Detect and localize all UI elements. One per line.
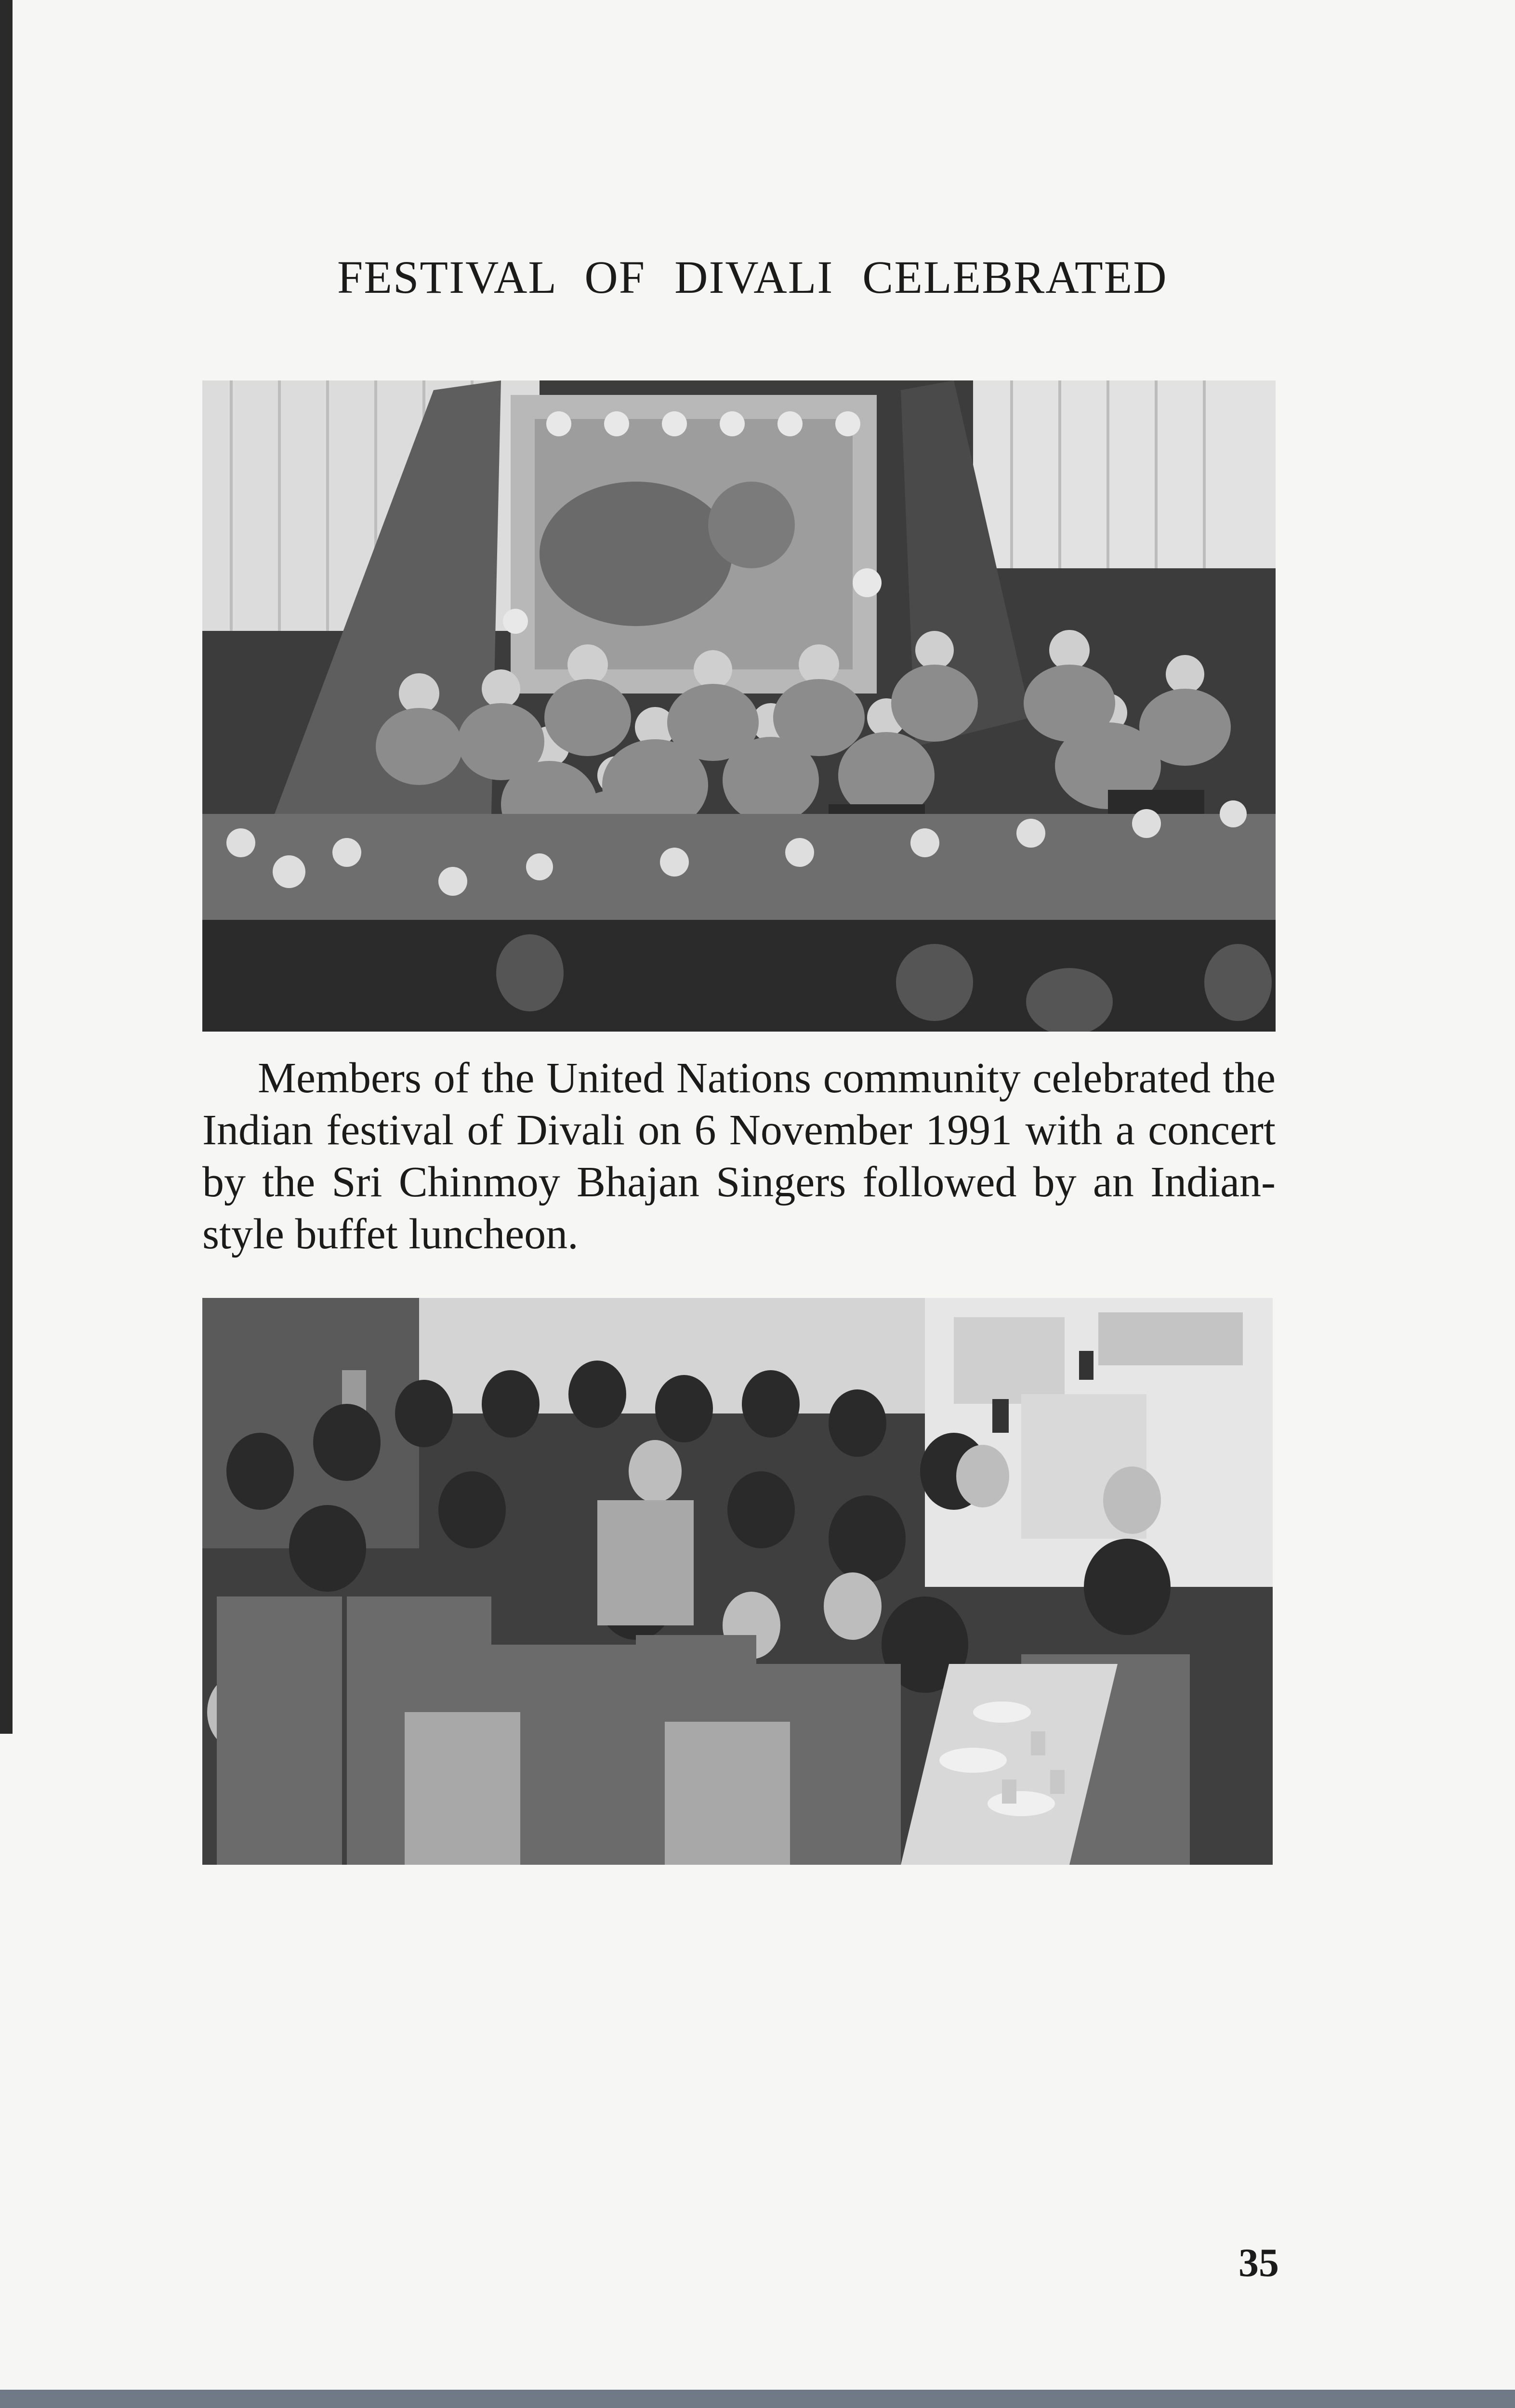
photo-caption: Members of the United Nations community celebrated the Indian festival of Divali on 6 November 1991 with a concert by the Sri Chinmoy Bhajan Singers followed by an Indian-style buffet luncheon. (202, 1054, 1276, 1258)
page-edge-shadow (0, 0, 13, 1734)
buffet-crowd-photo (202, 1298, 1273, 1865)
page-bottom-band (0, 2390, 1515, 2408)
concert-stage-illustration (202, 380, 1276, 1032)
page-title: FESTIVAL OF DIVALI CELEBRATED (337, 251, 1168, 303)
buffet-crowd-illustration (202, 1298, 1273, 1865)
concert-stage-photo (202, 380, 1276, 1032)
page-number: 35 (1238, 2240, 1279, 2285)
